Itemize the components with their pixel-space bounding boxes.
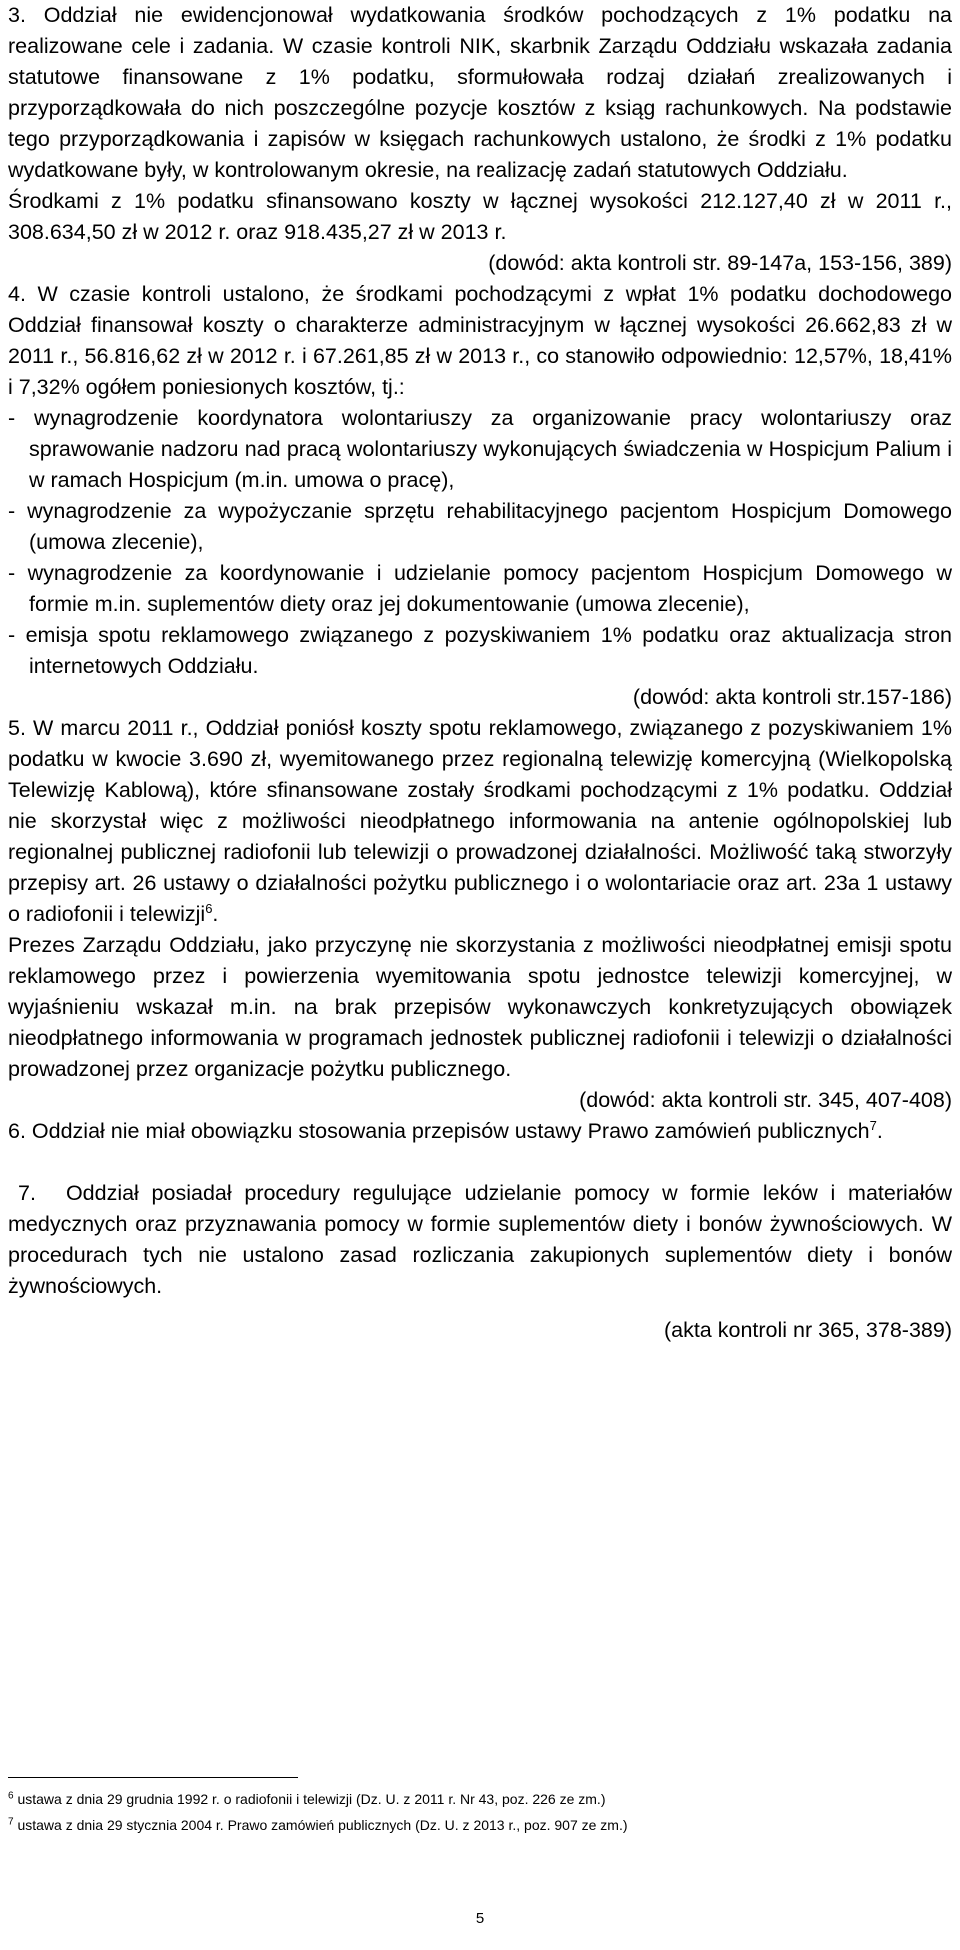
evidence-reference-4: (dowód: akta kontroli str.157-186) xyxy=(632,685,952,709)
paragraph-5 xyxy=(8,713,952,930)
footnote-marker-7: 7 xyxy=(869,1117,877,1133)
footnote-separator xyxy=(8,1777,298,1778)
list-item: - wynagrodzenie za wypożyczanie sprzętu rehabilitacyjnego pacjentom Hospicjum Domowego (umowa zlecenie), xyxy=(8,499,952,554)
paragraph-7-number: 7. xyxy=(18,1181,36,1205)
paragraph-6-end: . xyxy=(876,1119,883,1143)
paragraph-3-amounts: Środkami z 1% podatku sfinansowano koszty w łącznej wysokości 212.127,40 zł w 2011 r., 308.634,50 zł w 2012 r. oraz 918.435,27 zł w 2013 r. xyxy=(8,189,952,244)
body-text xyxy=(8,0,952,1346)
paragraph-7-text: Oddział posiadał procedury regulujące udzielanie pomocy w formie leków i materiałów medycznych oraz przyznawania pomocy w formie suplementów diety i bonów żywnościowych. W procedurach tych nie ustalono zasad rozliczania zakupionych suplementów diety i bonów żywnościowych. xyxy=(8,1181,952,1298)
paragraph-4: 4. W czasie kontroli ustalono, że środkami pochodzącymi z wpłat 1% podatku dochodowego Oddział finansował koszty o charakterze administracyjnym w łącznej wysokości 26.662,83 zł w 2011 r., 56.816,62 zł w 2012 r. i 67.261,85 zł w 2013 r., co stanowiło odpowiednio: 12,57%, 18,41% i 7,32% ogółem poniesionych kosztów, tj.: xyxy=(8,282,952,399)
paragraph-5-end: . xyxy=(212,902,219,926)
paragraph-3: 3. Oddział nie ewidencjonował wydatkowania środków pochodzących z 1% podatku na realizowane cele i zadania. W czasie kontroli NIK, skarbnik Zarządu Oddziału wskazała zadania statutowe finansowane z 1% podatku, sformułowała rodzaj działań zrealizowanych i przyporządkowała do nich poszczególne pozycje kosztów z ksiąg rachunkowych. Na podstawie tego przyporządkowania i zapisów w księgach rachunkowych ustalono, że środki z 1% podatku wydatkowane były, w kontrolowanym okresie, na realizację zadań statutowych Oddziału. xyxy=(8,3,952,182)
evidence-reference-7: (akta kontroli nr 365, 378-389) xyxy=(663,1318,952,1342)
footnote-number: 7 xyxy=(8,1816,14,1828)
evidence-reference-3: (dowód: akta kontroli str. 89-147a, 153-156, 389) xyxy=(488,251,952,275)
footnote-6 xyxy=(8,1786,952,1812)
footnote-7 xyxy=(8,1812,952,1838)
list-item: - wynagrodzenie koordynatora wolontariuszy za organizowanie pracy wolontariuszy oraz sprawowanie nadzoru nad pracą wolontariuszy wykonujących świadczenia w Hospicjum Palium i w ramach Hospicjum (m.in. umowa o pracę), xyxy=(8,406,952,492)
list-item: - emisja spotu reklamowego związanego z pozyskiwaniem 1% podatku oraz aktualizacja stron internetowych Oddziału. xyxy=(8,623,952,678)
footnote-number: 6 xyxy=(8,1790,14,1802)
footnote-marker-6: 6 xyxy=(205,900,213,916)
list-item: - wynagrodzenie za koordynowanie i udzielanie pomocy pacjentom Hospicjum Domowego w formie m.in. suplementów diety oraz jej dokumentowanie (umowa zlecenie), xyxy=(8,561,952,616)
paragraph-7 xyxy=(8,1178,952,1302)
paragraph-5-explanation: Prezes Zarządu Oddziału, jako przyczynę nie skorzystania z możliwości nieodpłatnej emisji spotu reklamowego przez i powierzenia wyemitowania spotu jednostce telewizji komercyjnej, w wyjaśnieniu wskazał m.in. na brak przepisów wykonawczych konkretyzujących obowiązek nieodpłatnego informowania w programach jednostek publicznej radiofonii i telewizji o działalności prowadzonej przez organizacje pożytku publicznego. xyxy=(8,933,952,1081)
evidence-reference-5: (dowód: akta kontroli str. 345, 407-408) xyxy=(579,1088,952,1112)
footnotes xyxy=(8,1786,952,1838)
page-number: 5 xyxy=(475,1910,485,1927)
footnote-text: ustawa z dnia 29 stycznia 2004 r. Prawo zamówień publicznych (Dz. U. z 2013 r., poz. 907 ze zm.) xyxy=(17,1817,628,1833)
paragraph-5-text: 5. W marcu 2011 r., Oddział poniósł koszty spotu reklamowego, związanego z pozyskiwaniem 1% podatku w kwocie 3.690 zł, wyemitowanego przez regionalną telewizję komercyjną (Wielkopolską Telewizję Kablową), które sfinansowane zostały środkami pochodzącymi z 1% podatku. Oddział nie skorzystał więc z możliwości nieodpłatnego informowania na antenie ogólnopolskiej lub regionalnej publicznej radiofonii lub telewizji o prowadzonej działalności. Możliwość taką stworzyły przepisy art. 26 ustawy o działalności pożytku publicznego i o wolontariacie oraz art. 23a 1 ustawy o radiofonii i telewizji xyxy=(8,716,952,926)
footnote-text: ustawa z dnia 29 grudnia 1992 r. o radiofonii i telewizji (Dz. U. z 2011 r. Nr 43, poz. 226 ze zm.) xyxy=(17,1791,606,1807)
paragraph-6 xyxy=(8,1116,952,1147)
paragraph-6-text: 6. Oddział nie miał obowiązku stosowania przepisów ustawy Prawo zamówień publicznych xyxy=(8,1119,870,1143)
